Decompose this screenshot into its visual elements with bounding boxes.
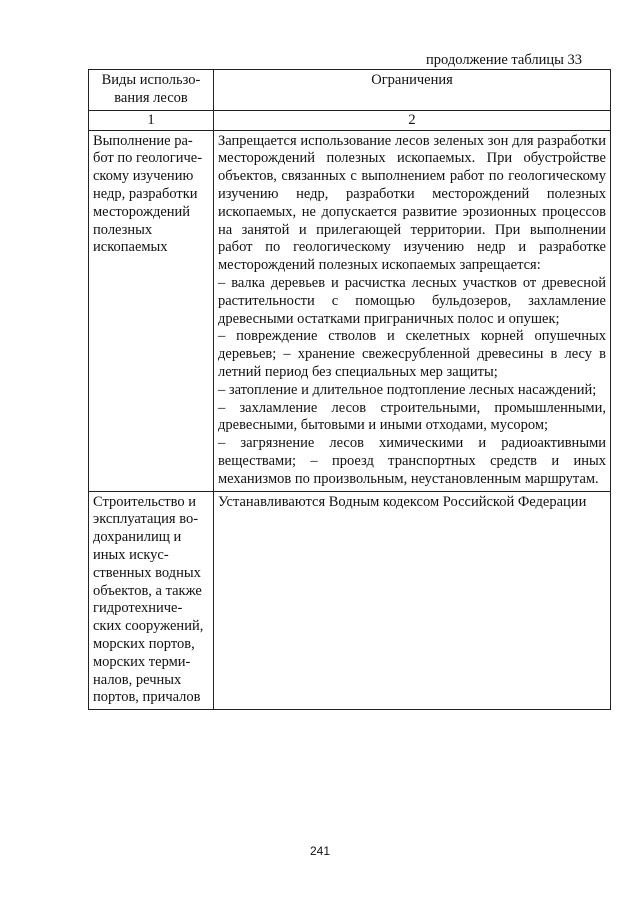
table-column-number-row [89,110,611,130]
column-number-2: 2 [214,110,611,130]
restriction-cell [214,491,611,710]
column-number-1: 1 [89,110,214,130]
restriction-item: – валка деревьев и расчистка лесных участков от древесной растительности с помощью бульдозеров, захламление древесными остатками приграничных полос и опушек; [218,274,606,327]
restriction-item: – захламление лесов строительными, промышленными, древесными, бытовыми и иными отходами, мусором; [218,399,606,434]
forest-use-cell: Выполнение ра-бот по геологиче-скому изучению недр, разработки месторождений полезных ископаемых [89,130,214,491]
column-header-forest-use: Виды использо-вания лесов [89,70,214,111]
forest-use-cell: Строительство и эксплуатация во-дохранилищ и иных искус-ственных водных объектов, а также гидротехниче-ских сооружений, морских портов, морских терми-налов, речных портов, причалов [89,491,214,710]
table-header-row [89,70,611,111]
table-continuation-label: продолжение таблицы 33 [426,52,582,68]
page-number: 241 [309,844,331,858]
restriction-item: – загрязнение лесов химическими и радиоактивными веществами; – проезд транспортных средств и иных механизмов по произвольным, неустановленным маршрутам. [218,435,606,487]
restriction-paragraph: Устанавливаются Водным кодексом Российской Федерации [218,493,587,510]
restriction-cell [214,130,611,491]
restriction-paragraph: Запрещается использование лесов зеленых зон для разработки месторождений полезных ископаемых. При обустройстве объектов, связанных с выполнением работ по геологическому изучению недр, разработки месторождений полезных ископаемых, не допускается развитие эрозионных процессов на занятой и прилегающей территории. При выполнении работ по геологическому изучению недр и разработке месторождений полезных ископаемых запрещается: [218,132,606,274]
table-row [89,491,611,710]
column-header-restrictions: Ограничения [214,70,611,111]
restriction-item: – повреждение стволов и скелетных корней опушечных деревьев; – хранение свежесрубленной древесины в лесу в летний период без специальных мер защиты; [218,328,606,380]
restrictions-table [88,69,611,710]
restriction-item: – затопление и длительное подтопление лесных насаждений; [218,381,597,398]
table-row [89,130,611,491]
